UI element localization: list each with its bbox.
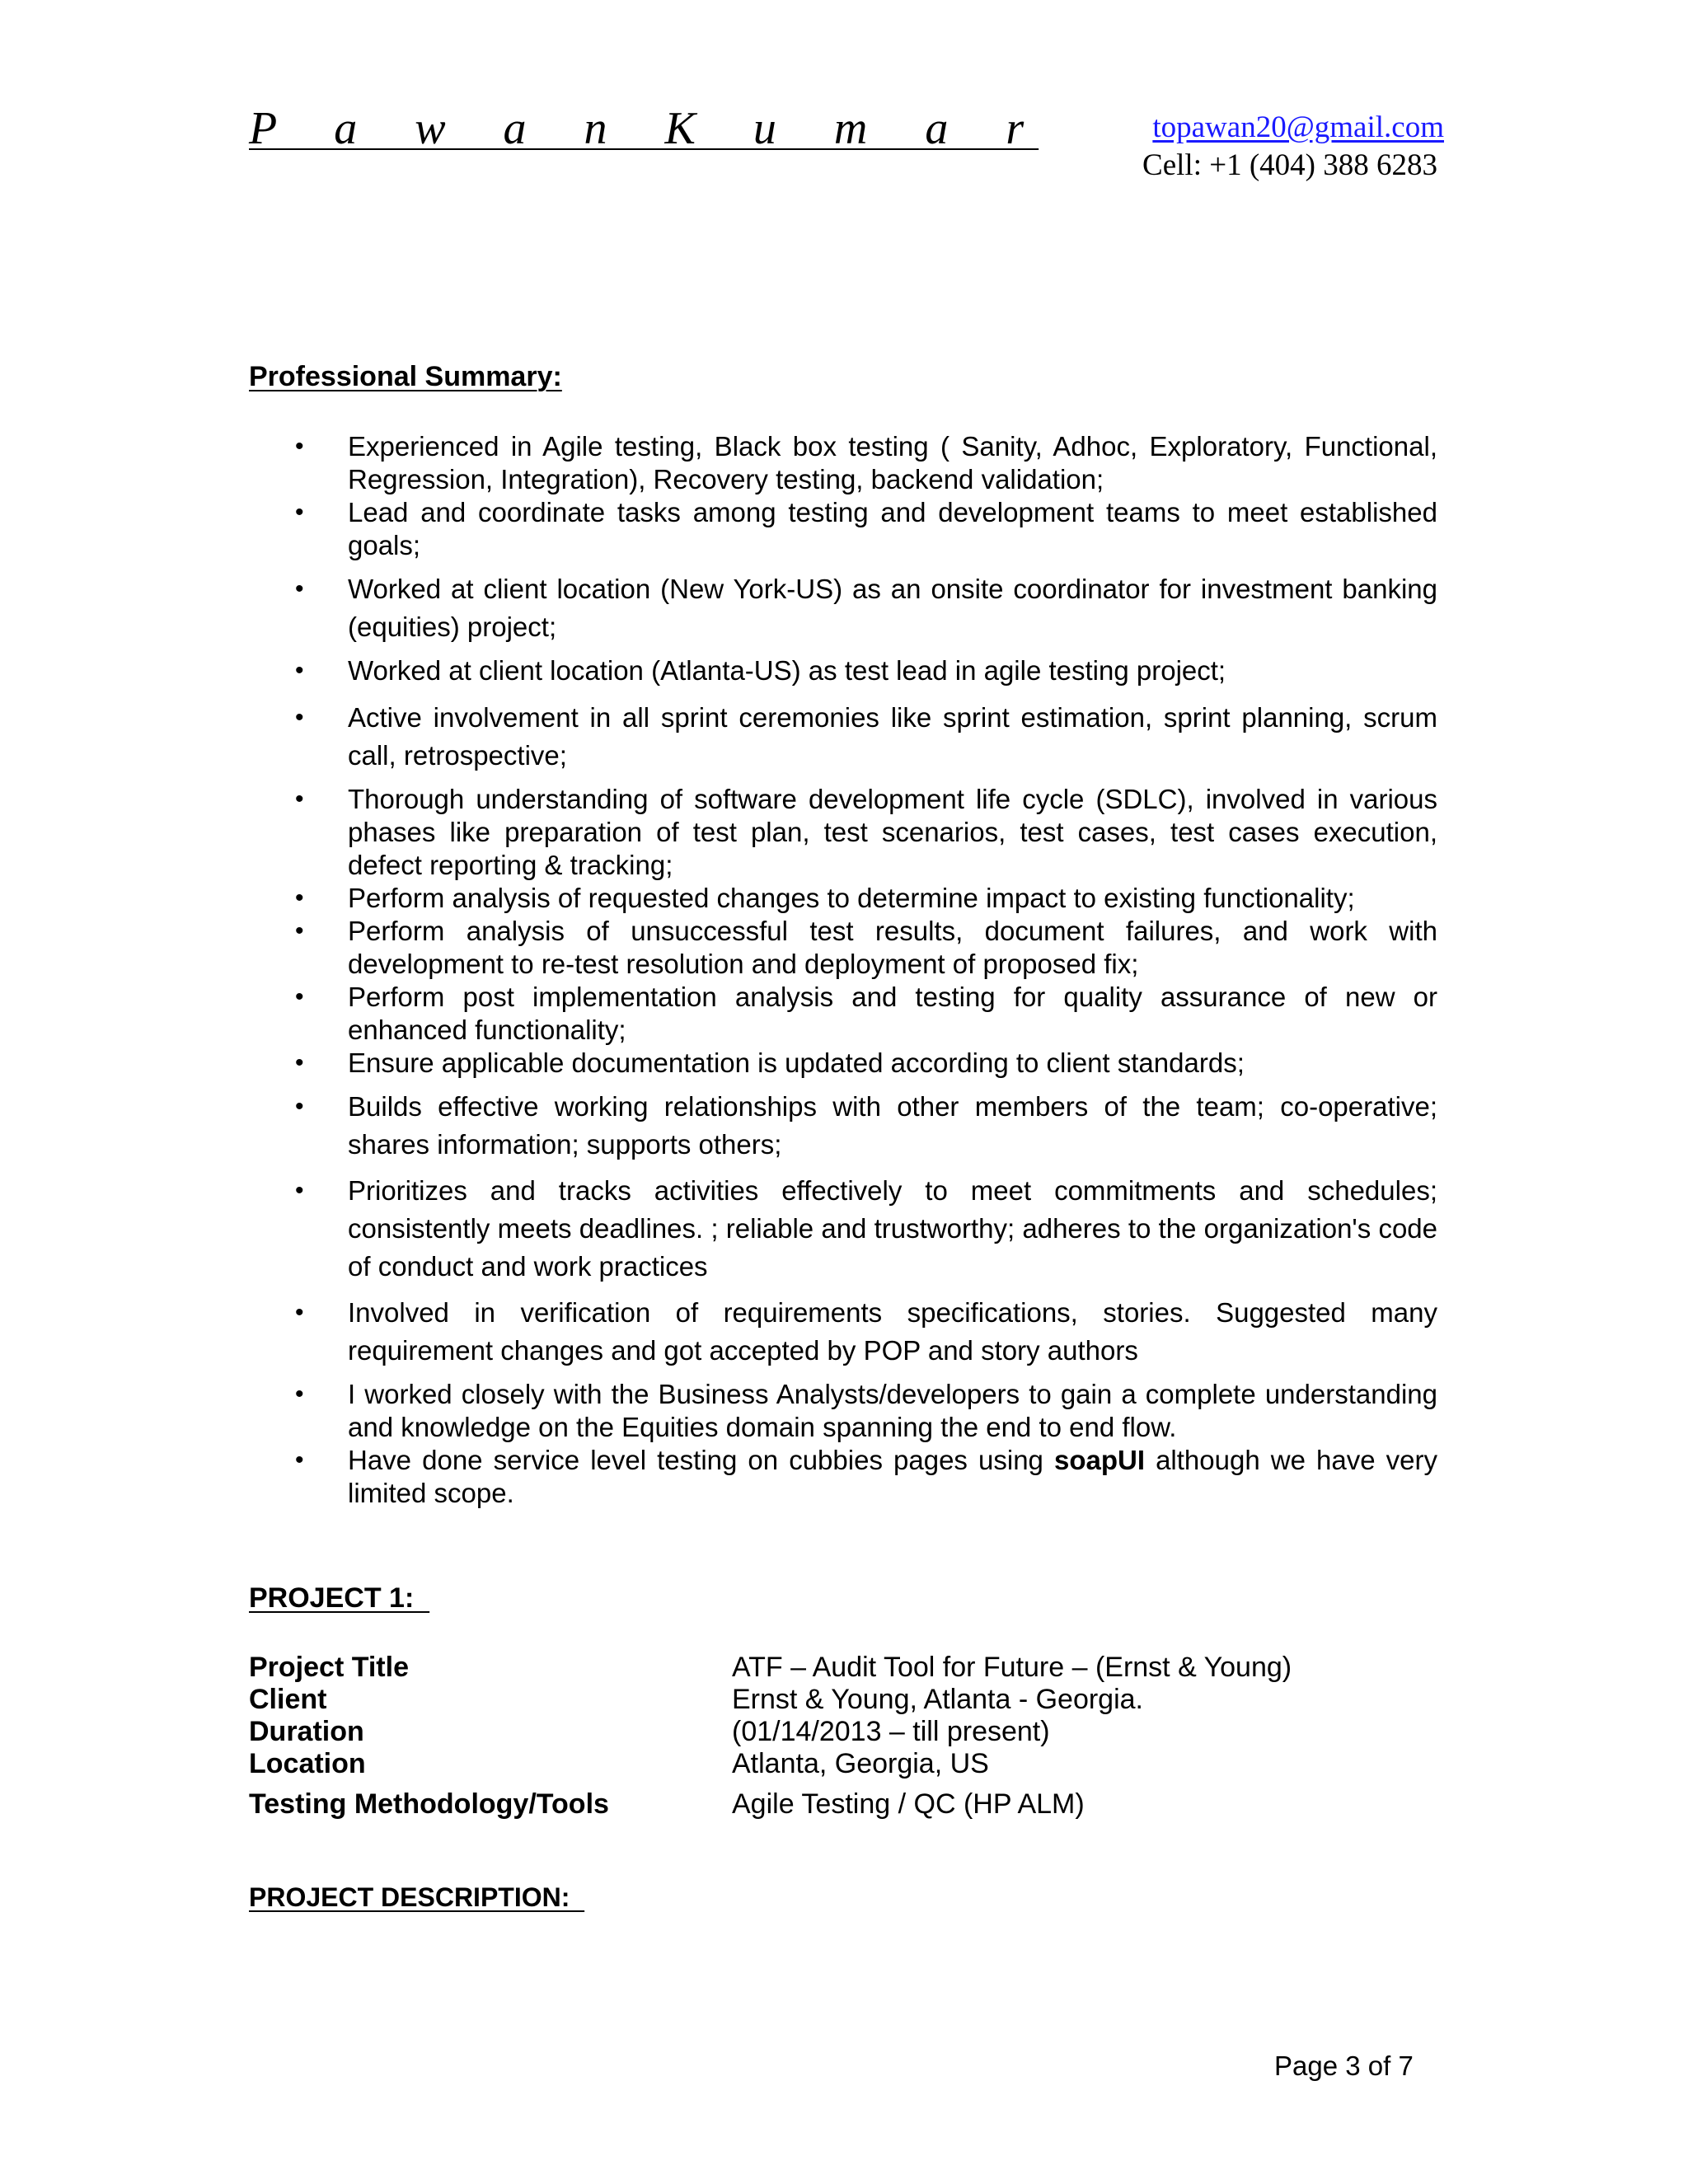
- bullet-icon: •: [295, 1049, 304, 1076]
- project-row: [249, 1748, 1292, 1780]
- project-row: [249, 1716, 1292, 1748]
- list-item: • Have done service level testing on cubbies pages using soapUI although we have very limited scope.: [295, 1445, 1437, 1508]
- list-item: • Worked at client location (New York-US) as an onsite coordinator for investment banking (equities) project;: [249, 570, 1437, 646]
- bullet-icon: •: [295, 917, 304, 944]
- bullet-icon: •: [295, 657, 304, 684]
- project-label: Location: [249, 1748, 366, 1779]
- summary-list: [249, 430, 1437, 1510]
- project-heading: PROJECT 1:: [249, 1582, 430, 1614]
- list-item: • Worked at client location (Atlanta-US) as test lead in agile testing project;: [295, 655, 1226, 686]
- list-item: • Ensure applicable documentation is updated according to client standards;: [295, 1047, 1245, 1078]
- project-label: Client: [249, 1684, 327, 1715]
- list-item: • Perform analysis of requested changes to determine impact to existing functionality;: [295, 883, 1355, 913]
- project-value: Atlanta, Georgia, US: [732, 1748, 989, 1779]
- list-item: • Active involvement in all sprint ceremonies like sprint estimation, sprint planning, scrum call, retrospective;: [249, 699, 1437, 775]
- bullet-icon: •: [295, 433, 304, 460]
- email-link[interactable]: topawan20@gmail.com: [1152, 110, 1444, 144]
- bullet-icon: •: [295, 1093, 304, 1120]
- list-item: • I worked closely with the Business Analysts/developers to gain a complete understanding and knowledge on the Equities domain spanning the end to end flow.: [295, 1379, 1437, 1442]
- bullet-icon: •: [295, 1299, 304, 1326]
- project-value: (01/14/2013 – till present): [732, 1716, 1050, 1747]
- project-value: Agile Testing / QC (HP ALM): [732, 1788, 1085, 1820]
- list-item: • Perform post implementation analysis and testing for quality assurance of new or enhanced functionality;: [295, 982, 1437, 1045]
- project-value: Ernst & Young, Atlanta - Georgia.: [732, 1684, 1143, 1715]
- tool-name: soapUI: [1053, 1445, 1145, 1475]
- project-row: [249, 1684, 1292, 1716]
- cell-number: Cell: +1 (404) 388 6283: [1142, 148, 1437, 182]
- list-item: • Involved in verification of requirements specifications, stories. Suggested many requirement changes and got accepted by POP and story authors: [249, 1294, 1437, 1370]
- project-details: [249, 1652, 1292, 1821]
- bullet-icon: •: [295, 884, 304, 912]
- contact-block: [1142, 109, 1444, 185]
- list-item: • Builds effective working relationships with other members of the team; co-operative; shares information; supports others;: [249, 1088, 1437, 1164]
- bullet-icon: •: [295, 785, 304, 813]
- list-item: • Prioritizes and tracks activities effectively to meet commitments and schedules; consistently meets deadlines. ; reliable and trustworthy; adheres to the organization's code of conduct and work practices: [249, 1172, 1437, 1286]
- bullet-icon: •: [295, 983, 304, 1010]
- project-label: Duration: [249, 1716, 364, 1747]
- project-description-heading: PROJECT DESCRIPTION:: [249, 1882, 585, 1912]
- bullet-icon: •: [295, 704, 304, 731]
- bullet-icon: •: [295, 1177, 304, 1204]
- list-item: • Lead and coordinate tasks among testing and development teams to meet established goals;: [295, 497, 1437, 560]
- project-row: [249, 1788, 1292, 1821]
- bullet-icon: •: [295, 1446, 304, 1474]
- list-item: • Experienced in Agile testing, Black box testing ( Sanity, Adhoc, Exploratory, Functional, Regression, Integration), Recovery testing, backend validation;: [295, 431, 1437, 494]
- bullet-icon: •: [295, 499, 304, 526]
- bullet-icon: •: [295, 1380, 304, 1408]
- page-number: Page 3 of 7: [1274, 2050, 1414, 2081]
- list-item: • Thorough understanding of software development life cycle (SDLC), involved in various phases like preparation of test plan, test scenarios, test cases, test cases execution, defect reporting & tracking;: [295, 784, 1437, 880]
- bullet-icon: •: [295, 575, 304, 602]
- project-row: [249, 1652, 1292, 1684]
- candidate-name: P a w a n K u m a r: [249, 103, 1039, 154]
- project-label: Testing Methodology/Tools: [249, 1788, 609, 1820]
- project-label: Project Title: [249, 1652, 409, 1683]
- list-item: • Perform analysis of unsuccessful test results, document failures, and work with development to re-test resolution and deployment of proposed fix;: [295, 916, 1437, 979]
- summary-heading: Professional Summary:: [249, 361, 562, 392]
- project-value: ATF – Audit Tool for Future – (Ernst & Young): [732, 1652, 1292, 1683]
